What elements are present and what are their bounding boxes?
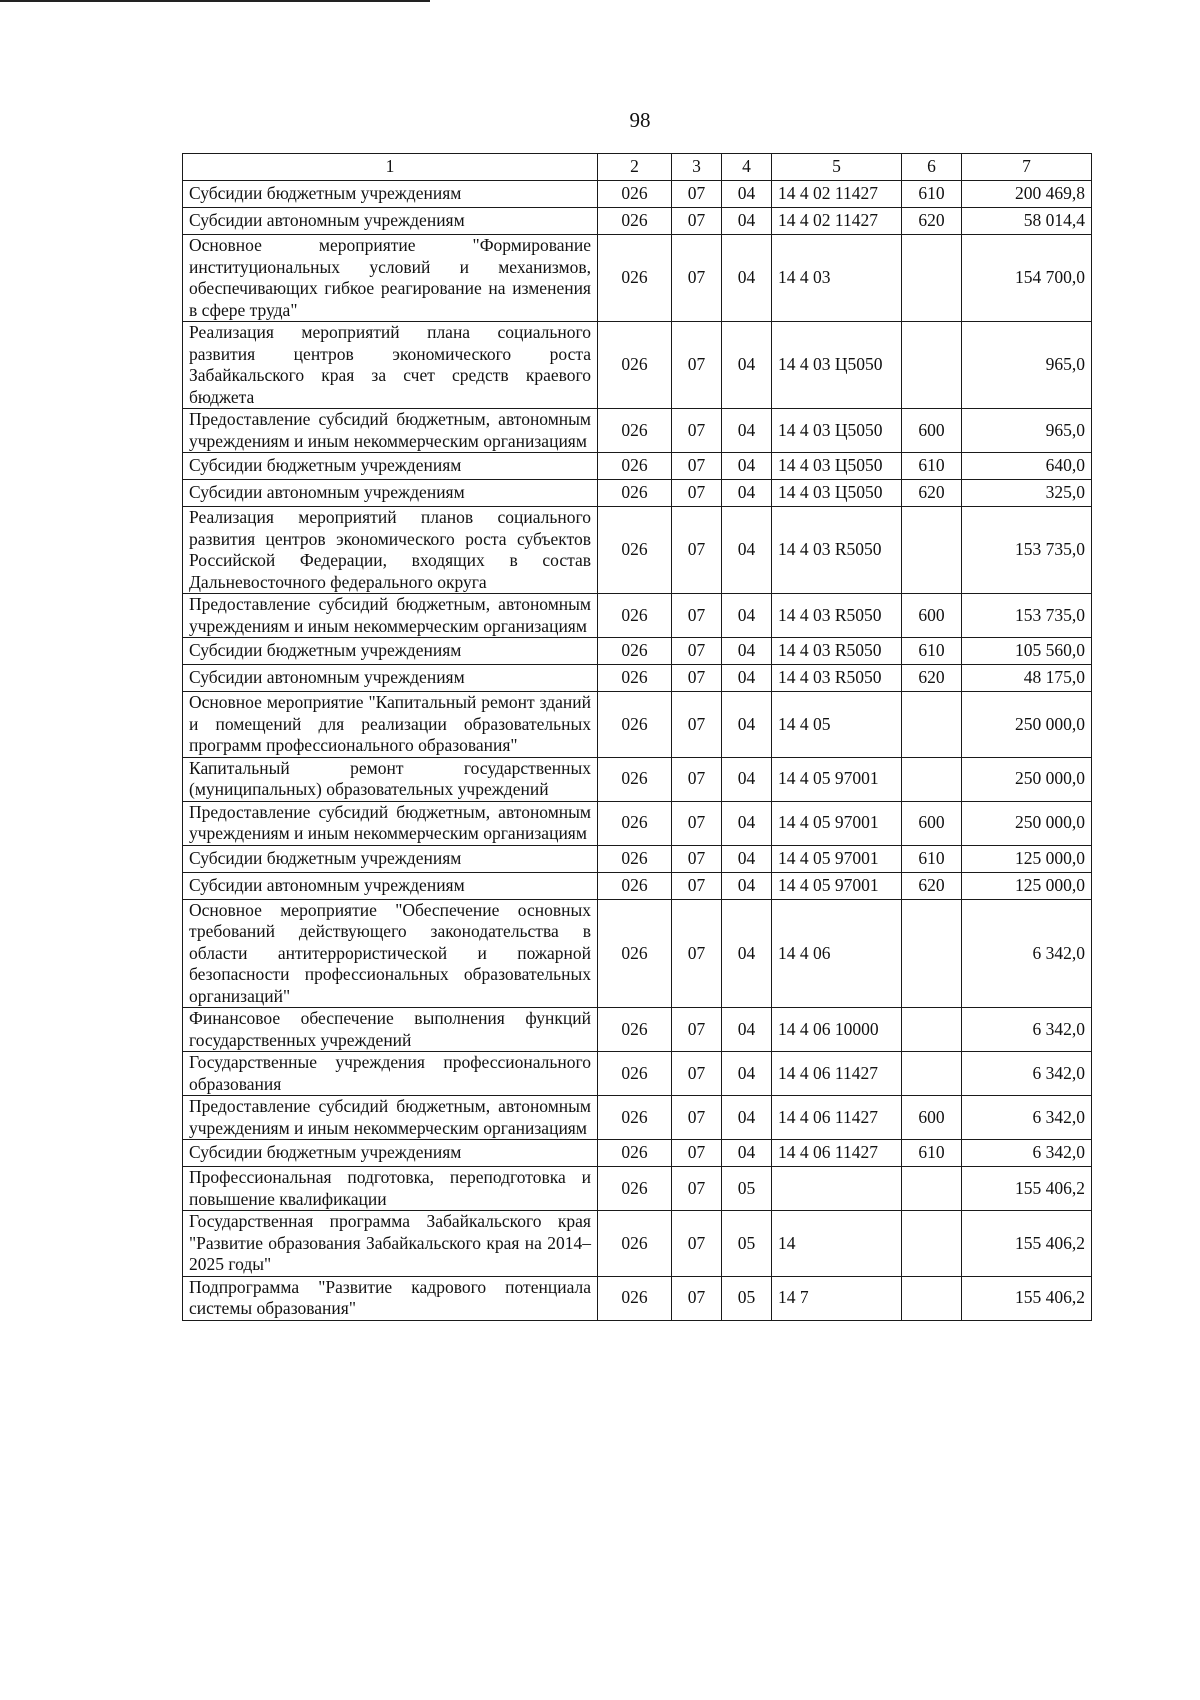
row-sum-cell: 965,0 — [962, 322, 1092, 409]
row-sum-cell: 125 000,0 — [962, 872, 1092, 899]
row-target-code-cell: 14 4 03 R5050 — [772, 507, 902, 594]
row-subsection-cell: 04 — [722, 801, 772, 845]
table-row — [183, 181, 1092, 208]
row-name-cell: Капитальный ремонт государственных (муниципальных) образовательных учреждений — [183, 757, 598, 801]
row-target-code-cell: 14 4 03 R5050 — [772, 594, 902, 638]
row-grbs-cell: 026 — [598, 692, 672, 758]
row-grbs-cell: 026 — [598, 453, 672, 480]
row-subsection-cell: 04 — [722, 594, 772, 638]
row-grbs-cell: 026 — [598, 1211, 672, 1277]
row-expense-type-cell: 600 — [902, 1096, 962, 1140]
row-name-cell: Основное мероприятие "Капитальный ремонт зданий и помещений для реализации образовательных программ профессионального образования" — [183, 692, 598, 758]
table-row — [183, 1096, 1092, 1140]
row-sum-cell: 250 000,0 — [962, 801, 1092, 845]
row-name-cell: Реализация мероприятий планов социального развития центров экономического роста субъектов Российской Федерации, входящих в состав Дальневосточного федерального округа — [183, 507, 598, 594]
row-name-cell: Субсидии автономным учреждениям — [183, 665, 598, 692]
row-section-cell: 07 — [672, 1008, 722, 1052]
row-grbs-cell: 026 — [598, 1167, 672, 1211]
table-row — [183, 872, 1092, 899]
row-subsection-cell: 04 — [722, 181, 772, 208]
row-sum-cell: 153 735,0 — [962, 594, 1092, 638]
row-grbs-cell: 026 — [598, 322, 672, 409]
row-sum-cell: 250 000,0 — [962, 692, 1092, 758]
row-subsection-cell: 04 — [722, 235, 772, 322]
row-name-cell: Профессиональная подготовка, переподготовка и повышение квалификации — [183, 1167, 598, 1211]
row-sum-cell: 155 406,2 — [962, 1167, 1092, 1211]
table-row — [183, 665, 1092, 692]
scan-top-rule — [0, 0, 430, 2]
row-expense-type-cell — [902, 692, 962, 758]
row-grbs-cell: 026 — [598, 409, 672, 453]
row-sum-cell: 6 342,0 — [962, 1140, 1092, 1167]
row-name-cell: Государственная программа Забайкальского края "Развитие образования Забайкальского края на 2014–2025 годы" — [183, 1211, 598, 1277]
row-section-cell: 07 — [672, 1167, 722, 1211]
row-section-cell: 07 — [672, 507, 722, 594]
header-cell: 3 — [672, 154, 722, 181]
row-grbs-cell: 026 — [598, 1140, 672, 1167]
row-sum-cell: 155 406,2 — [962, 1211, 1092, 1277]
row-subsection-cell: 04 — [722, 845, 772, 872]
table-row — [183, 208, 1092, 235]
table-row — [183, 409, 1092, 453]
header-cell: 5 — [772, 154, 902, 181]
row-target-code-cell: 14 4 05 97001 — [772, 872, 902, 899]
row-section-cell: 07 — [672, 208, 722, 235]
row-expense-type-cell — [902, 507, 962, 594]
row-section-cell: 07 — [672, 1140, 722, 1167]
row-grbs-cell: 026 — [598, 1008, 672, 1052]
row-sum-cell: 155 406,2 — [962, 1276, 1092, 1320]
table-row — [183, 692, 1092, 758]
row-section-cell: 07 — [672, 801, 722, 845]
header-cell: 1 — [183, 154, 598, 181]
row-section-cell: 07 — [672, 1096, 722, 1140]
row-name-cell: Финансовое обеспечение выполнения функций государственных учреждений — [183, 1008, 598, 1052]
table-row — [183, 594, 1092, 638]
row-name-cell: Субсидии бюджетным учреждениям — [183, 638, 598, 665]
row-section-cell: 07 — [672, 692, 722, 758]
row-target-code-cell: 14 4 06 11427 — [772, 1096, 902, 1140]
row-target-code-cell: 14 7 — [772, 1276, 902, 1320]
table-row — [183, 801, 1092, 845]
table-row — [183, 899, 1092, 1008]
row-name-cell: Предоставление субсидий бюджетным, автономным учреждениям и иным некоммерческим организациям — [183, 801, 598, 845]
row-section-cell: 07 — [672, 480, 722, 507]
row-section-cell: 07 — [672, 1276, 722, 1320]
row-target-code-cell: 14 4 02 11427 — [772, 181, 902, 208]
row-expense-type-cell — [902, 1008, 962, 1052]
row-section-cell: 07 — [672, 409, 722, 453]
row-name-cell: Субсидии бюджетным учреждениям — [183, 181, 598, 208]
table-row — [183, 757, 1092, 801]
row-subsection-cell: 04 — [722, 208, 772, 235]
row-section-cell: 07 — [672, 1052, 722, 1096]
row-grbs-cell: 026 — [598, 235, 672, 322]
header-cell: 2 — [598, 154, 672, 181]
row-grbs-cell: 026 — [598, 757, 672, 801]
row-grbs-cell: 026 — [598, 181, 672, 208]
header-cell: 6 — [902, 154, 962, 181]
table-row — [183, 1140, 1092, 1167]
table-row — [183, 322, 1092, 409]
table-row — [183, 845, 1092, 872]
row-subsection-cell: 04 — [722, 1140, 772, 1167]
row-expense-type-cell — [902, 322, 962, 409]
header-cell: 7 — [962, 154, 1092, 181]
row-target-code-cell: 14 4 03 — [772, 235, 902, 322]
row-name-cell: Основное мероприятие "Формирование институциональных условий и механизмов, обеспечивающих гибкое реагирование на изменения в сфере труда" — [183, 235, 598, 322]
row-sum-cell: 105 560,0 — [962, 638, 1092, 665]
row-section-cell: 07 — [672, 1211, 722, 1277]
row-name-cell: Подпрограмма "Развитие кадрового потенциала системы образования" — [183, 1276, 598, 1320]
row-target-code-cell: 14 4 03 R5050 — [772, 638, 902, 665]
table-row — [183, 235, 1092, 322]
row-expense-type-cell: 610 — [902, 845, 962, 872]
row-grbs-cell: 026 — [598, 594, 672, 638]
row-expense-type-cell: 610 — [902, 181, 962, 208]
row-subsection-cell: 04 — [722, 480, 772, 507]
row-expense-type-cell: 610 — [902, 1140, 962, 1167]
row-section-cell: 07 — [672, 235, 722, 322]
row-target-code-cell: 14 4 03 Ц5050 — [772, 322, 902, 409]
row-name-cell: Субсидии бюджетным учреждениям — [183, 453, 598, 480]
page-number: 98 — [629, 108, 651, 132]
header-cell: 4 — [722, 154, 772, 181]
row-section-cell: 07 — [672, 594, 722, 638]
row-subsection-cell: 04 — [722, 692, 772, 758]
row-expense-type-cell — [902, 1052, 962, 1096]
row-target-code-cell: 14 4 03 Ц5050 — [772, 480, 902, 507]
row-expense-type-cell: 610 — [902, 638, 962, 665]
row-name-cell: Государственные учреждения профессионального образования — [183, 1052, 598, 1096]
row-expense-type-cell: 600 — [902, 801, 962, 845]
row-target-code-cell: 14 4 03 Ц5050 — [772, 453, 902, 480]
row-subsection-cell: 05 — [722, 1211, 772, 1277]
row-grbs-cell: 026 — [598, 665, 672, 692]
row-section-cell: 07 — [672, 181, 722, 208]
row-target-code-cell: 14 4 02 11427 — [772, 208, 902, 235]
row-section-cell: 07 — [672, 665, 722, 692]
row-target-code-cell: 14 4 06 11427 — [772, 1052, 902, 1096]
row-name-cell: Субсидии бюджетным учреждениям — [183, 845, 598, 872]
table-row — [183, 638, 1092, 665]
row-subsection-cell: 04 — [722, 1096, 772, 1140]
row-section-cell: 07 — [672, 845, 722, 872]
table-row — [183, 1052, 1092, 1096]
row-grbs-cell: 026 — [598, 899, 672, 1008]
table-row — [183, 453, 1092, 480]
row-expense-type-cell: 610 — [902, 453, 962, 480]
row-grbs-cell: 026 — [598, 480, 672, 507]
table-row — [183, 1167, 1092, 1211]
row-subsection-cell: 04 — [722, 1052, 772, 1096]
row-subsection-cell: 04 — [722, 872, 772, 899]
row-grbs-cell: 026 — [598, 1096, 672, 1140]
row-subsection-cell: 04 — [722, 322, 772, 409]
row-grbs-cell: 026 — [598, 208, 672, 235]
row-name-cell: Субсидии автономным учреждениям — [183, 872, 598, 899]
row-grbs-cell: 026 — [598, 638, 672, 665]
row-subsection-cell: 04 — [722, 665, 772, 692]
row-expense-type-cell — [902, 899, 962, 1008]
row-target-code-cell: 14 4 05 97001 — [772, 757, 902, 801]
row-section-cell: 07 — [672, 757, 722, 801]
row-subsection-cell: 04 — [722, 409, 772, 453]
row-sum-cell: 48 175,0 — [962, 665, 1092, 692]
row-sum-cell: 200 469,8 — [962, 181, 1092, 208]
row-target-code-cell: 14 4 06 11427 — [772, 1140, 902, 1167]
row-name-cell: Реализация мероприятий плана социального развития центров экономического роста Забайкальского края за счет средств краевого бюджета — [183, 322, 598, 409]
row-target-code-cell: 14 4 05 97001 — [772, 845, 902, 872]
row-sum-cell: 325,0 — [962, 480, 1092, 507]
row-expense-type-cell — [902, 1276, 962, 1320]
row-section-cell: 07 — [672, 453, 722, 480]
row-name-cell: Предоставление субсидий бюджетным, автономным учреждениям и иным некоммерческим организациям — [183, 409, 598, 453]
row-name-cell: Субсидии бюджетным учреждениям — [183, 1140, 598, 1167]
row-subsection-cell: 04 — [722, 453, 772, 480]
row-sum-cell: 6 342,0 — [962, 899, 1092, 1008]
table-row — [183, 507, 1092, 594]
row-target-code-cell: 14 — [772, 1211, 902, 1277]
row-target-code-cell: 14 4 03 R5050 — [772, 665, 902, 692]
row-sum-cell: 154 700,0 — [962, 235, 1092, 322]
row-expense-type-cell: 600 — [902, 594, 962, 638]
row-grbs-cell: 026 — [598, 801, 672, 845]
row-target-code-cell: 14 4 03 Ц5050 — [772, 409, 902, 453]
row-subsection-cell: 04 — [722, 1008, 772, 1052]
row-sum-cell: 6 342,0 — [962, 1052, 1092, 1096]
row-sum-cell: 6 342,0 — [962, 1096, 1092, 1140]
row-grbs-cell: 026 — [598, 1276, 672, 1320]
row-subsection-cell: 04 — [722, 638, 772, 665]
table-header-row — [183, 154, 1092, 181]
row-sum-cell: 58 014,4 — [962, 208, 1092, 235]
row-name-cell: Предоставление субсидий бюджетным, автономным учреждениям и иным некоммерческим организациям — [183, 1096, 598, 1140]
row-name-cell: Основное мероприятие "Обеспечение основных требований действующего законодательства в области антитеррористической и пожарной безопасности профессиональных образовательных организаций" — [183, 899, 598, 1008]
row-subsection-cell: 04 — [722, 899, 772, 1008]
row-subsection-cell: 05 — [722, 1167, 772, 1211]
row-sum-cell: 640,0 — [962, 453, 1092, 480]
row-target-code-cell: 14 4 05 — [772, 692, 902, 758]
table-row — [183, 1008, 1092, 1052]
row-subsection-cell: 04 — [722, 507, 772, 594]
row-expense-type-cell: 620 — [902, 208, 962, 235]
row-name-cell: Субсидии автономным учреждениям — [183, 480, 598, 507]
row-grbs-cell: 026 — [598, 845, 672, 872]
row-sum-cell: 250 000,0 — [962, 757, 1092, 801]
row-grbs-cell: 026 — [598, 1052, 672, 1096]
table-body — [183, 181, 1092, 1321]
row-name-cell: Субсидии автономным учреждениям — [183, 208, 598, 235]
row-expense-type-cell: 620 — [902, 480, 962, 507]
row-expense-type-cell — [902, 1167, 962, 1211]
row-name-cell: Предоставление субсидий бюджетным, автономным учреждениям и иным некоммерческим организациям — [183, 594, 598, 638]
row-sum-cell: 153 735,0 — [962, 507, 1092, 594]
row-target-code-cell: 14 4 05 97001 — [772, 801, 902, 845]
row-subsection-cell: 05 — [722, 1276, 772, 1320]
row-section-cell: 07 — [672, 322, 722, 409]
budget-table — [182, 153, 1092, 1321]
row-sum-cell: 965,0 — [962, 409, 1092, 453]
row-expense-type-cell — [902, 757, 962, 801]
row-expense-type-cell: 620 — [902, 665, 962, 692]
row-target-code-cell: 14 4 06 — [772, 899, 902, 1008]
table-row — [183, 1211, 1092, 1277]
row-grbs-cell: 026 — [598, 507, 672, 594]
row-subsection-cell: 04 — [722, 757, 772, 801]
row-section-cell: 07 — [672, 872, 722, 899]
row-expense-type-cell: 620 — [902, 872, 962, 899]
row-target-code-cell — [772, 1167, 902, 1211]
row-expense-type-cell — [902, 235, 962, 322]
row-expense-type-cell: 600 — [902, 409, 962, 453]
table-row — [183, 480, 1092, 507]
row-section-cell: 07 — [672, 638, 722, 665]
row-grbs-cell: 026 — [598, 872, 672, 899]
row-sum-cell: 125 000,0 — [962, 845, 1092, 872]
table-row — [183, 1276, 1092, 1320]
row-sum-cell: 6 342,0 — [962, 1008, 1092, 1052]
row-section-cell: 07 — [672, 899, 722, 1008]
row-target-code-cell: 14 4 06 10000 — [772, 1008, 902, 1052]
row-expense-type-cell — [902, 1211, 962, 1277]
